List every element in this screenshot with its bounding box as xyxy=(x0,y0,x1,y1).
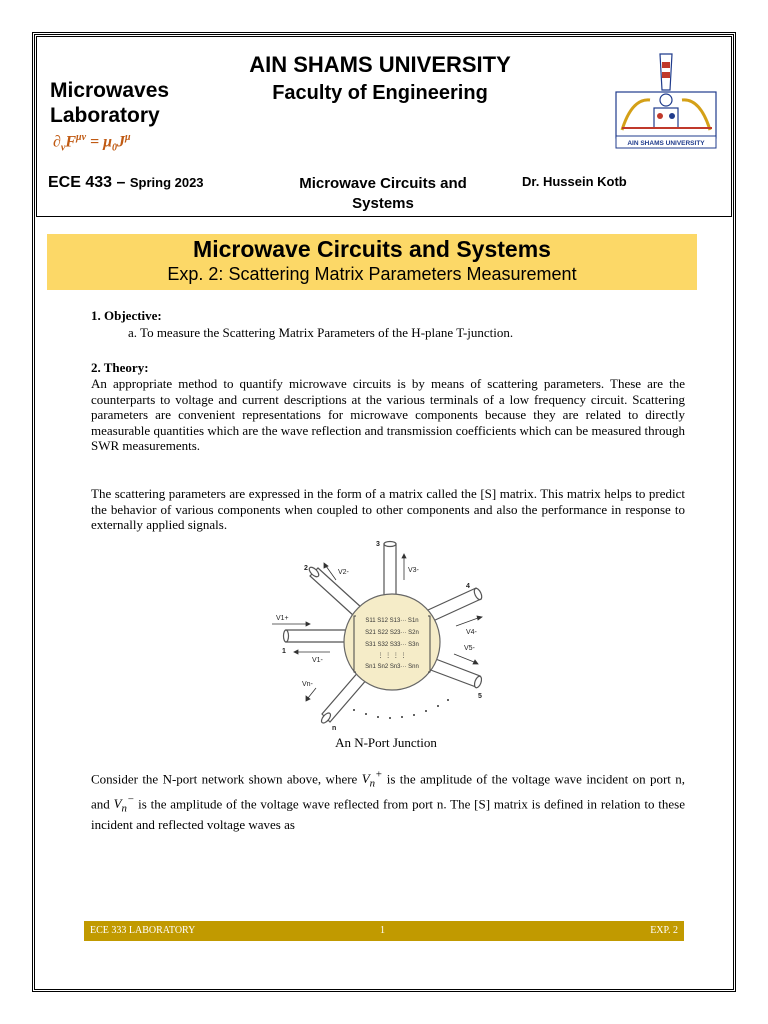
lab-name xyxy=(50,78,169,128)
wave-label: Vn- xyxy=(302,681,313,688)
experiment-title: Exp. 2: Scattering Matrix Parameters Measurement xyxy=(167,264,577,284)
theory-paragraph-1: An appropriate method to quantify microwave circuits is by means of scattering parameters. These are the counterparts to voltage and current descriptions at the various terminals of a low frequency circuit. Scattering parameters are convenient representations for microwave components because they are related to directly measurable quantities which are the wave reflection and transmission coefficients which can be measured through SWR measurements. xyxy=(91,376,685,454)
semester: Spring 2023 xyxy=(129,175,204,190)
course-code xyxy=(48,174,204,192)
footer-bar xyxy=(84,921,684,941)
university-logo xyxy=(612,50,720,152)
faculty-name: Faculty of Engineering xyxy=(272,82,488,104)
objective-item: a. To measure the Scattering Matrix Parameters of the H-plane T-junction. xyxy=(128,325,514,340)
lab-name-line1: Microwaves xyxy=(50,79,170,102)
footer-experiment: EXP. 2 xyxy=(650,925,678,936)
n-port-junction-figure xyxy=(268,538,504,734)
port-label: 4 xyxy=(466,583,470,590)
s-matrix-row: S11 S12 S13··· S1n xyxy=(365,618,419,624)
theory-paragraph-3 xyxy=(91,768,685,833)
theory-heading: 2. Theory: xyxy=(91,360,149,375)
instructor-name: Dr. Hussein Kotb xyxy=(522,174,627,189)
port-label: 5 xyxy=(478,693,482,700)
port-label: 2 xyxy=(304,565,308,572)
lab-name-line2: Laboratory xyxy=(50,104,160,127)
wave-label: V4- xyxy=(466,629,477,636)
wave-label: V1+ xyxy=(276,615,289,622)
document-title: Microwave Circuits and Systems xyxy=(193,236,551,262)
wave-label: V5- xyxy=(464,645,475,652)
objective-heading: 1. Objective: xyxy=(91,308,162,323)
wave-label: V3- xyxy=(408,567,419,574)
reflected-wave-symbol: $V_n^-$ xyxy=(113,793,135,815)
course-code-text: ECE 433 – xyxy=(48,174,126,191)
maxwell-equation: $\partial_\nu F^{\mu\nu} = \mu_0J^\mu$ xyxy=(53,132,131,154)
paragraph-text: is the amplitude of the voltage wave incident on port n, and xyxy=(91,771,686,811)
port-label: 3 xyxy=(376,541,380,548)
port-label: n xyxy=(332,725,337,732)
university-name: AIN SHAMS UNIVERSITY xyxy=(249,52,511,77)
figure-caption: An N-Port Junction xyxy=(335,735,437,750)
footer-course: ECE 333 LABORATORY xyxy=(90,925,196,936)
course-title: Microwave Circuits and Systems xyxy=(299,175,467,212)
s-matrix-row: S31 S32 S33··· S3n xyxy=(365,642,419,648)
incident-wave-symbol: $V_n^+$ xyxy=(361,769,383,790)
port-label: 1 xyxy=(282,648,286,655)
paragraph-text: Consider the N-port network shown above, where xyxy=(91,771,362,787)
logo-text: AIN SHAMS UNIVERSITY xyxy=(627,140,705,147)
s-matrix-row: Sn1 Sn2 Sn3··· Snn xyxy=(365,664,419,670)
s-matrix-row: S21 S22 S23··· S2n xyxy=(365,630,419,636)
page-number: 1 xyxy=(380,925,385,936)
wave-label: V2- xyxy=(338,569,349,576)
s-matrix-row: ⋮ ⋮ ⋮ ⋮ xyxy=(377,653,407,659)
wave-label: V1- xyxy=(312,657,323,664)
paragraph-text: is the amplitude of the voltage wave reflected from port n. The [S] matrix is defined in relation to these incident and reflected voltage waves as xyxy=(91,795,685,833)
theory-paragraph-2: The scattering parameters are expressed in the form of a matrix called the [S] matrix. This matrix helps to predict the behavior of various components when coupled to other components and also the performance in response to externally applied signals. xyxy=(91,486,685,533)
